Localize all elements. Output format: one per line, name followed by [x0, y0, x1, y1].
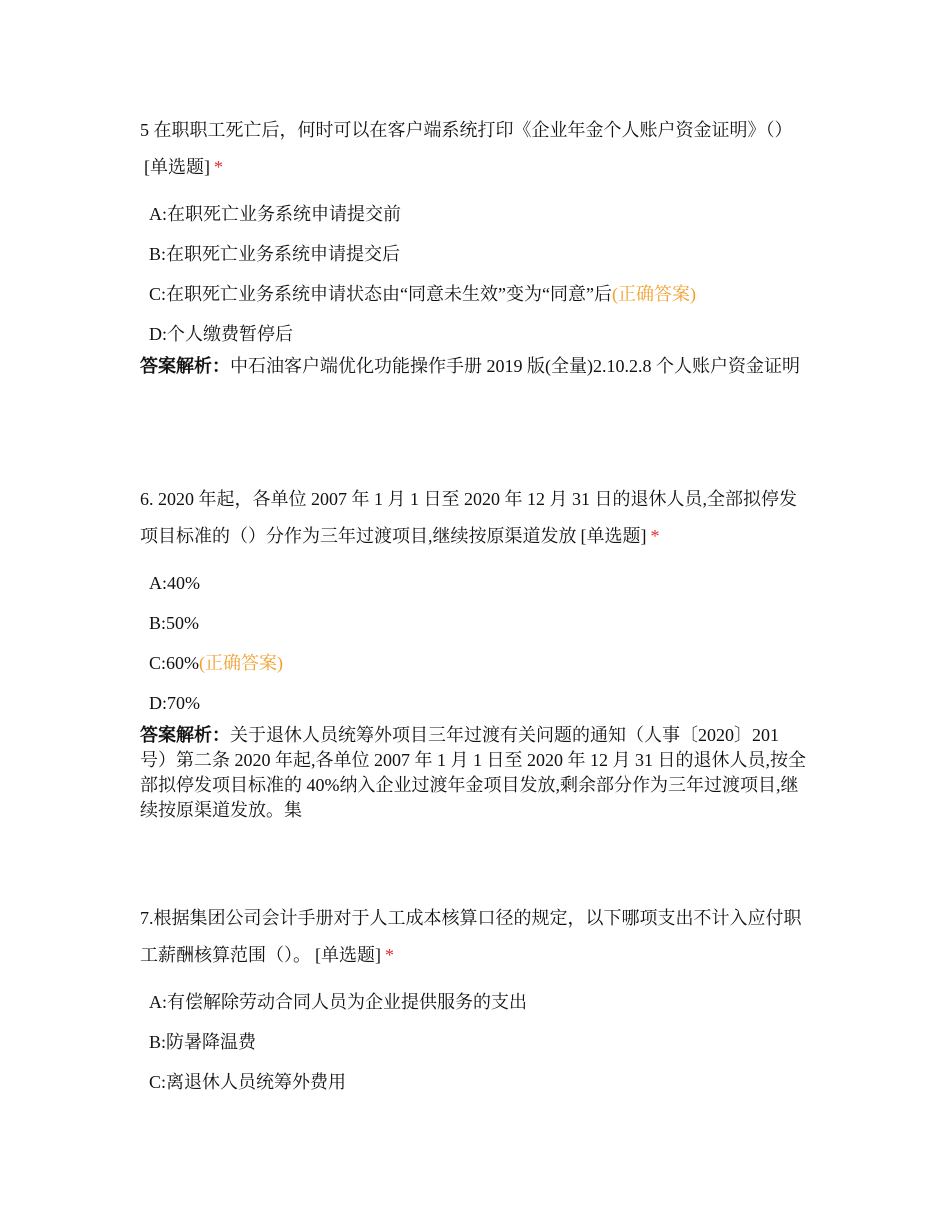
option-label: C:离退休人员统筹外费用 [149, 1072, 347, 1092]
required-mark: * [214, 157, 223, 177]
option-c[interactable] [140, 1062, 810, 1102]
option-label: B:防暑降温费 [149, 1032, 257, 1052]
option-label: B:50% [149, 613, 200, 633]
required-mark: * [385, 945, 394, 965]
option-a[interactable] [140, 194, 810, 234]
question-text: 6. 2020 年起，各单位 2007 年 1 月 1 日至 2020 年 12 月 31 日的退休人员,全部拟停发项目标准的（）分作为三年过渡项目,继续按原渠道发放 [140, 489, 797, 546]
answer-analysis [140, 723, 810, 823]
option-label: A:在职死亡业务系统申请提交前 [149, 204, 401, 224]
analysis-text: 中石油客户端优化功能操作手册 2019 版(全量)2.10.2.8 个人账户资金证明 [230, 356, 800, 376]
option-label: C:60% [149, 653, 200, 673]
question-title [140, 900, 810, 974]
option-label: D:70% [149, 693, 200, 713]
option-c[interactable] [140, 643, 810, 683]
option-label: A:40% [149, 573, 200, 593]
option-b[interactable] [140, 234, 810, 274]
analysis-label: 答案解析： [140, 725, 230, 745]
option-label: A:有偿解除劳动合同人员为企业提供服务的支出 [149, 992, 527, 1012]
required-mark: * [650, 526, 660, 546]
option-b[interactable] [140, 603, 810, 643]
option-list [140, 982, 810, 1102]
option-label: D:个人缴费暂停后 [149, 324, 293, 344]
option-label: C:在职死亡业务系统申请状态由“同意未生效”变为“同意”后 [149, 284, 612, 304]
question-text: 7.根据集团公司会计手册对于人工成本核算口径的规定，以下哪项支出不计入应付职工薪酬核算范围（）。 [140, 908, 802, 965]
option-list [140, 563, 810, 723]
option-a[interactable] [140, 563, 810, 603]
option-a[interactable] [140, 982, 810, 1022]
analysis-label: 答案解析： [140, 356, 230, 376]
correct-answer-tag: (正确答案) [199, 653, 284, 673]
option-d[interactable] [140, 314, 810, 354]
analysis-text: 关于退休人员统筹外项目三年过渡有关问题的通知（人事〔2020〕201 号）第二条 2020 年起,各单位 2007 年 1 月 1 日至 2020 年 12 月 31 日的退休人员,按全部拟停发项目标准的 40%纳入企业过渡年金项目发放,剩余部分作为三年过渡项目,继续按原渠道发放。集 [140, 725, 806, 820]
option-list [140, 194, 810, 354]
question-type-label: [单选题] [315, 945, 381, 965]
option-label: B:在职死亡业务系统申请提交后 [149, 244, 401, 264]
question-6 [140, 481, 810, 823]
question-title [140, 481, 810, 555]
option-d[interactable] [140, 683, 810, 723]
question-7 [140, 900, 810, 1102]
question-title [140, 112, 810, 186]
option-c[interactable] [140, 274, 810, 314]
correct-answer-tag: (正确答案) [611, 284, 696, 304]
question-5 [140, 112, 810, 379]
question-type-label: [单选题] [580, 526, 647, 546]
answer-analysis [140, 354, 810, 379]
option-b[interactable] [140, 1022, 810, 1062]
question-text: 5 在职职工死亡后，何时可以在客户端系统打印《企业年金个人账户资金证明》（） [140, 120, 793, 140]
question-type-label: [单选题] [144, 157, 210, 177]
